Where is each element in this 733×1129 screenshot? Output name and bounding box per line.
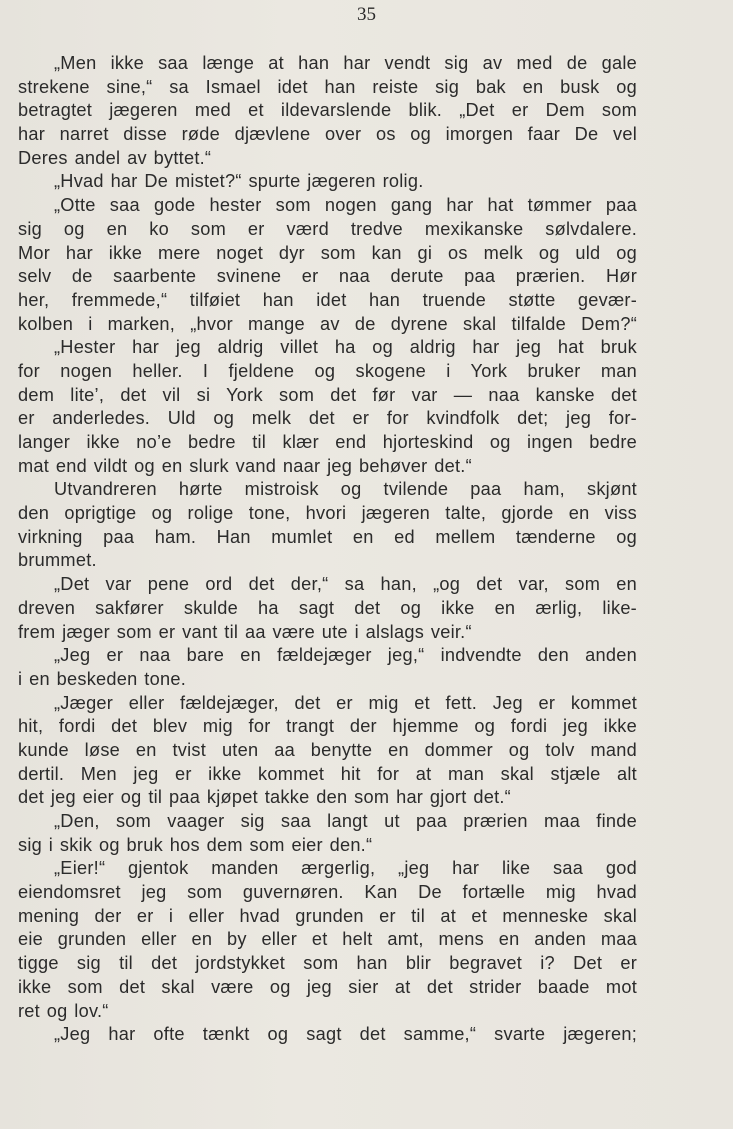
text-line: for nogen heller. I fjeldene og skogene i York bruker man: [18, 360, 637, 381]
text-line: frem jæger som er vant til aa være ute i alslags veir.“: [18, 621, 472, 642]
text-line: har narret disse røde djævlene over os og imorgen faar De vel: [18, 124, 637, 145]
text-line: selv de saarbente svinene er naa derute paa prærien. Hør: [18, 266, 637, 287]
text-line: langer ikke no’e bedre til klær end hjorteskind og ingen bedre: [18, 432, 637, 452]
text-line: „Det var pene ord det der,“ sa han, „og det var, som en: [54, 574, 637, 595]
text-line: ret og lov.“: [18, 1000, 109, 1021]
text-line: Deres andel av byttet.“: [18, 147, 212, 168]
text-line: det jeg eier og til paa kjøpet takke den som har gjort det.“: [18, 787, 511, 808]
text-line: betragtet jægeren med et ildevarslende blik. „Det er Dem som: [18, 100, 637, 121]
text-line: i en beskeden tone.: [18, 668, 187, 689]
text-line: Mor har ikke mere noget dyr som kan gi os melk og uld og: [18, 242, 637, 263]
text-line: „Jeg er naa bare en fældejæger jeg,“ indvendte den anden: [54, 645, 637, 666]
text-line: mat end vildt og en slurk vand naar jeg behøver det.“: [18, 455, 472, 476]
text-line: Utvandreren hørte mistroisk og tvilende paa ham, skjønt: [54, 479, 637, 500]
text-line: sig og en ko som er værd tredve mexikanske sølvdalere.: [18, 218, 637, 239]
text-line: virkning paa ham. Han mumlet en ed mellem tænderne og: [18, 526, 637, 547]
text-line: kolben i marken, „hvor mange av de dyrene skal tilfalde Dem?“: [18, 313, 637, 334]
text-line: „Jæger eller fældejæger, det er mig et fett. Jeg er kommet: [54, 692, 637, 713]
text-line: eiendomsret jeg som guvernøren. Kan De fortælle mig hvad: [18, 882, 637, 903]
text-line: ikke som det skal være og jeg sier at det strider baade mot: [18, 976, 637, 997]
text-line: tigge sig til det jordstykket som han blir begravet i? Det er: [18, 953, 637, 974]
text-line: dem lite’, det vil si York som det før var — naa kanske det: [18, 384, 637, 405]
text-line: er anderledes. Uld og melk det er for kvindfolk det; jeg for-: [18, 408, 637, 429]
text-line: her, fremmede,“ tilføiet han idet han truende støtte gevær-: [18, 289, 637, 310]
text-line: „Jeg har ofte tænkt og sagt det samme,“ svarte jægeren;: [54, 1024, 637, 1045]
text-line: den oprigtige og rolige tone, hvori jægeren talte, gjorde en viss: [18, 503, 637, 524]
text-line: mening der er i eller hvad grunden er til at et menneske skal: [18, 905, 637, 926]
text-line: sig i skik og bruk hos dem som eier den.“: [18, 834, 373, 855]
text-line: brummet.: [18, 550, 97, 571]
text-line: „Den, som vaager sig saa langt ut paa prærien maa finde: [54, 811, 637, 831]
text-line: dertil. Men jeg er ikke kommet hit for at man skal stjæle alt: [18, 763, 637, 784]
text-line: eie grunden eller en by eller et helt amt, mens en anden maa: [18, 929, 637, 950]
text-line: kunde løse en tvist uten aa benytte en dommer og tolv mand: [18, 739, 637, 760]
text-line: hit, fordi det blev mig for trangt der hjemme og fordi jeg ikke: [18, 716, 637, 737]
text-line: „Eier!“ gjentok manden ærgerlig, „jeg har like saa god: [54, 858, 637, 879]
text-line: strekene sine,“ sa Ismael idet han reiste sig bak en busk og: [18, 76, 637, 97]
page-number: 35: [357, 4, 376, 25]
text-line: „Hester har jeg aldrig villet ha og aldrig har jeg hat bruk: [54, 337, 637, 358]
text-line: „Otte saa gode hester som nogen gang har hat tømmer paa: [54, 195, 637, 216]
text-line: dreven sakfører skulde ha sagt det og ikke en ærlig, like-: [18, 597, 637, 618]
body-text: [18, 52, 637, 1047]
text-line: „Hvad har De mistet?“ spurte jægeren rolig.: [54, 171, 424, 192]
text-line: „Men ikke saa længe at han har vendt sig av med de gale: [54, 53, 637, 73]
